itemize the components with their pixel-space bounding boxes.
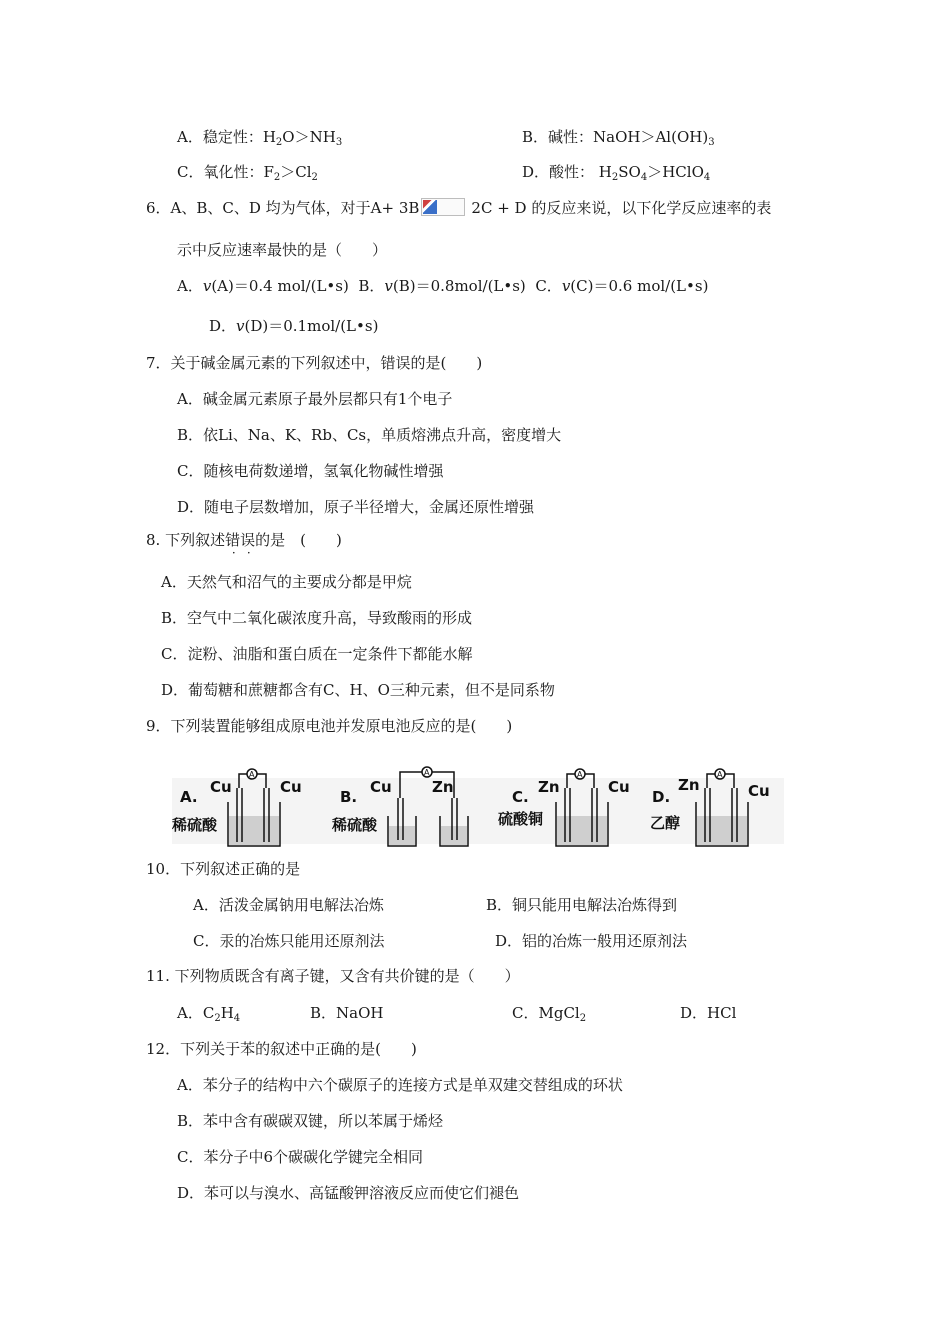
apparatus-c-liquid: 硫酸铜: [498, 810, 544, 828]
q11-option-d: D．HCl: [680, 1004, 737, 1022]
apparatus-c-left-electrode: Zn: [538, 778, 560, 796]
q5-option-b: B．碱性：$NaOH>Al(OH)_3$: [522, 128, 715, 148]
q9-stem: 9．下列装置能够组成原电池并发原电池反应的是( ): [146, 717, 513, 735]
q6-option-d: D．v(D)＝0.1mol/(L•s): [209, 317, 379, 335]
q8-option-b: B．空气中二氧化碳浓度升高，导致酸雨的形成: [161, 609, 473, 627]
q8-stem: 8. 下列叙述错误的是 ( ): [146, 531, 342, 549]
q7-stem: 7．关于碱金属元素的下列叙述中，错误的是( ): [146, 354, 483, 372]
q5-option-d: D．酸性： $H_2SO_4>HClO_4$: [522, 163, 711, 183]
apparatus-d-right-electrode: Cu: [748, 782, 770, 800]
q10-option-a: A．活泼金属钠用电解法冶炼: [193, 896, 384, 914]
apparatus-b-letter: B.: [340, 788, 358, 806]
q7-option-c: C．随核电荷数递增，氢氧化物碱性增强: [177, 462, 444, 480]
apparatus-a-liquid: 稀硫酸: [172, 816, 218, 834]
q8-option-a: A．天然气和沼气的主要成分都是甲烷: [161, 573, 412, 591]
apparatus-c-letter: C.: [512, 788, 529, 806]
apparatus-d-letter: D.: [652, 788, 671, 806]
apparatus-a-left-electrode: Cu: [210, 778, 232, 796]
q5-option-a: A．稳定性：$H_2O>NH_3$: [177, 128, 343, 148]
q12-option-c: C．苯分子中6个碳碳化学键完全相同: [177, 1148, 424, 1166]
q6-stem-line2: 示中反应速率最快的是（ ）: [177, 241, 388, 259]
q10-option-b: B．铜只能用电解法冶炼得到: [486, 896, 678, 914]
galvanic-cell-apparatus-figure: [172, 760, 784, 854]
apparatus-c-meter: A: [577, 770, 583, 779]
q10-stem: 10．下列叙述正确的是: [146, 860, 301, 878]
apparatus-d-liquid: 乙醇: [650, 814, 681, 832]
q12-option-b: B．苯中含有碳碳双键，所以苯属于烯烃: [177, 1112, 444, 1130]
q7-option-b: B．依Li、Na、K、Rb、Cs，单质熔沸点升高，密度增大: [177, 426, 562, 444]
q12-option-a: A．苯分子的结构中六个碳原子的连接方式是单双建交替组成的环状: [177, 1076, 623, 1094]
q8-option-d: D．葡萄糖和蔗糖都含有C、H、O三种元素，但不是同系物: [161, 681, 555, 699]
q10-option-d: D．铝的冶炼一般用还原剂法: [495, 932, 688, 950]
q11-option-b: B．NaOH: [310, 1004, 384, 1022]
equilibrium-arrow-image: [421, 198, 465, 216]
q7-option-d: D．随电子层数增加，原子半径增大，金属还原性增强: [177, 498, 535, 516]
q8-option-c: C．淀粉、油脂和蛋白质在一定条件下都能水解: [161, 645, 473, 663]
q5-option-c: C．氧化性：$F_2>Cl_2$: [177, 163, 318, 183]
apparatus-d-meter: A: [717, 770, 723, 779]
apparatus-a-right-electrode: Cu: [280, 778, 302, 796]
q6-stem: 6．A、B、C、D 均为气体，对于A+ 3B 2C + D 的反应来说，以下化学反应速率的表: [146, 199, 772, 217]
q6-options-abc: A．v(A)＝0.4 mol/(L•s) B．v(B)＝0.8mol/(L•s) C．v(C)＝0.6 mol/(L•s): [177, 277, 709, 295]
q7-option-a: A．碱金属元素原子最外层都只有1个电子: [177, 390, 453, 408]
apparatus-b-left-electrode: Cu: [370, 778, 392, 796]
q11-option-c: C．MgCl$_2$: [512, 1004, 587, 1024]
apparatus-b-liquid: 稀硫酸: [332, 816, 378, 834]
apparatus-b-right-electrode: Zn: [432, 778, 454, 796]
apparatus-c-right-electrode: Cu: [608, 778, 630, 796]
q12-stem: 12．下列关于苯的叙述中正确的是( ): [146, 1040, 417, 1058]
apparatus-a-meter: A: [249, 770, 255, 779]
q10-option-c: C．汞的冶炼只能用还原剂法: [193, 932, 385, 950]
q12-option-d: D．苯可以与溴水、高锰酸钾溶液反应而使它们褪色: [177, 1184, 520, 1202]
q11-option-a: A．$C_2H_4$: [177, 1004, 241, 1024]
apparatus-a-letter: A.: [180, 788, 198, 806]
q11-stem: 11. 下列物质既含有离子键，又含有共价键的是（ ）: [146, 967, 520, 985]
apparatus-d-left-electrode: Zn: [678, 776, 700, 794]
apparatus-b-meter: A: [424, 768, 430, 777]
